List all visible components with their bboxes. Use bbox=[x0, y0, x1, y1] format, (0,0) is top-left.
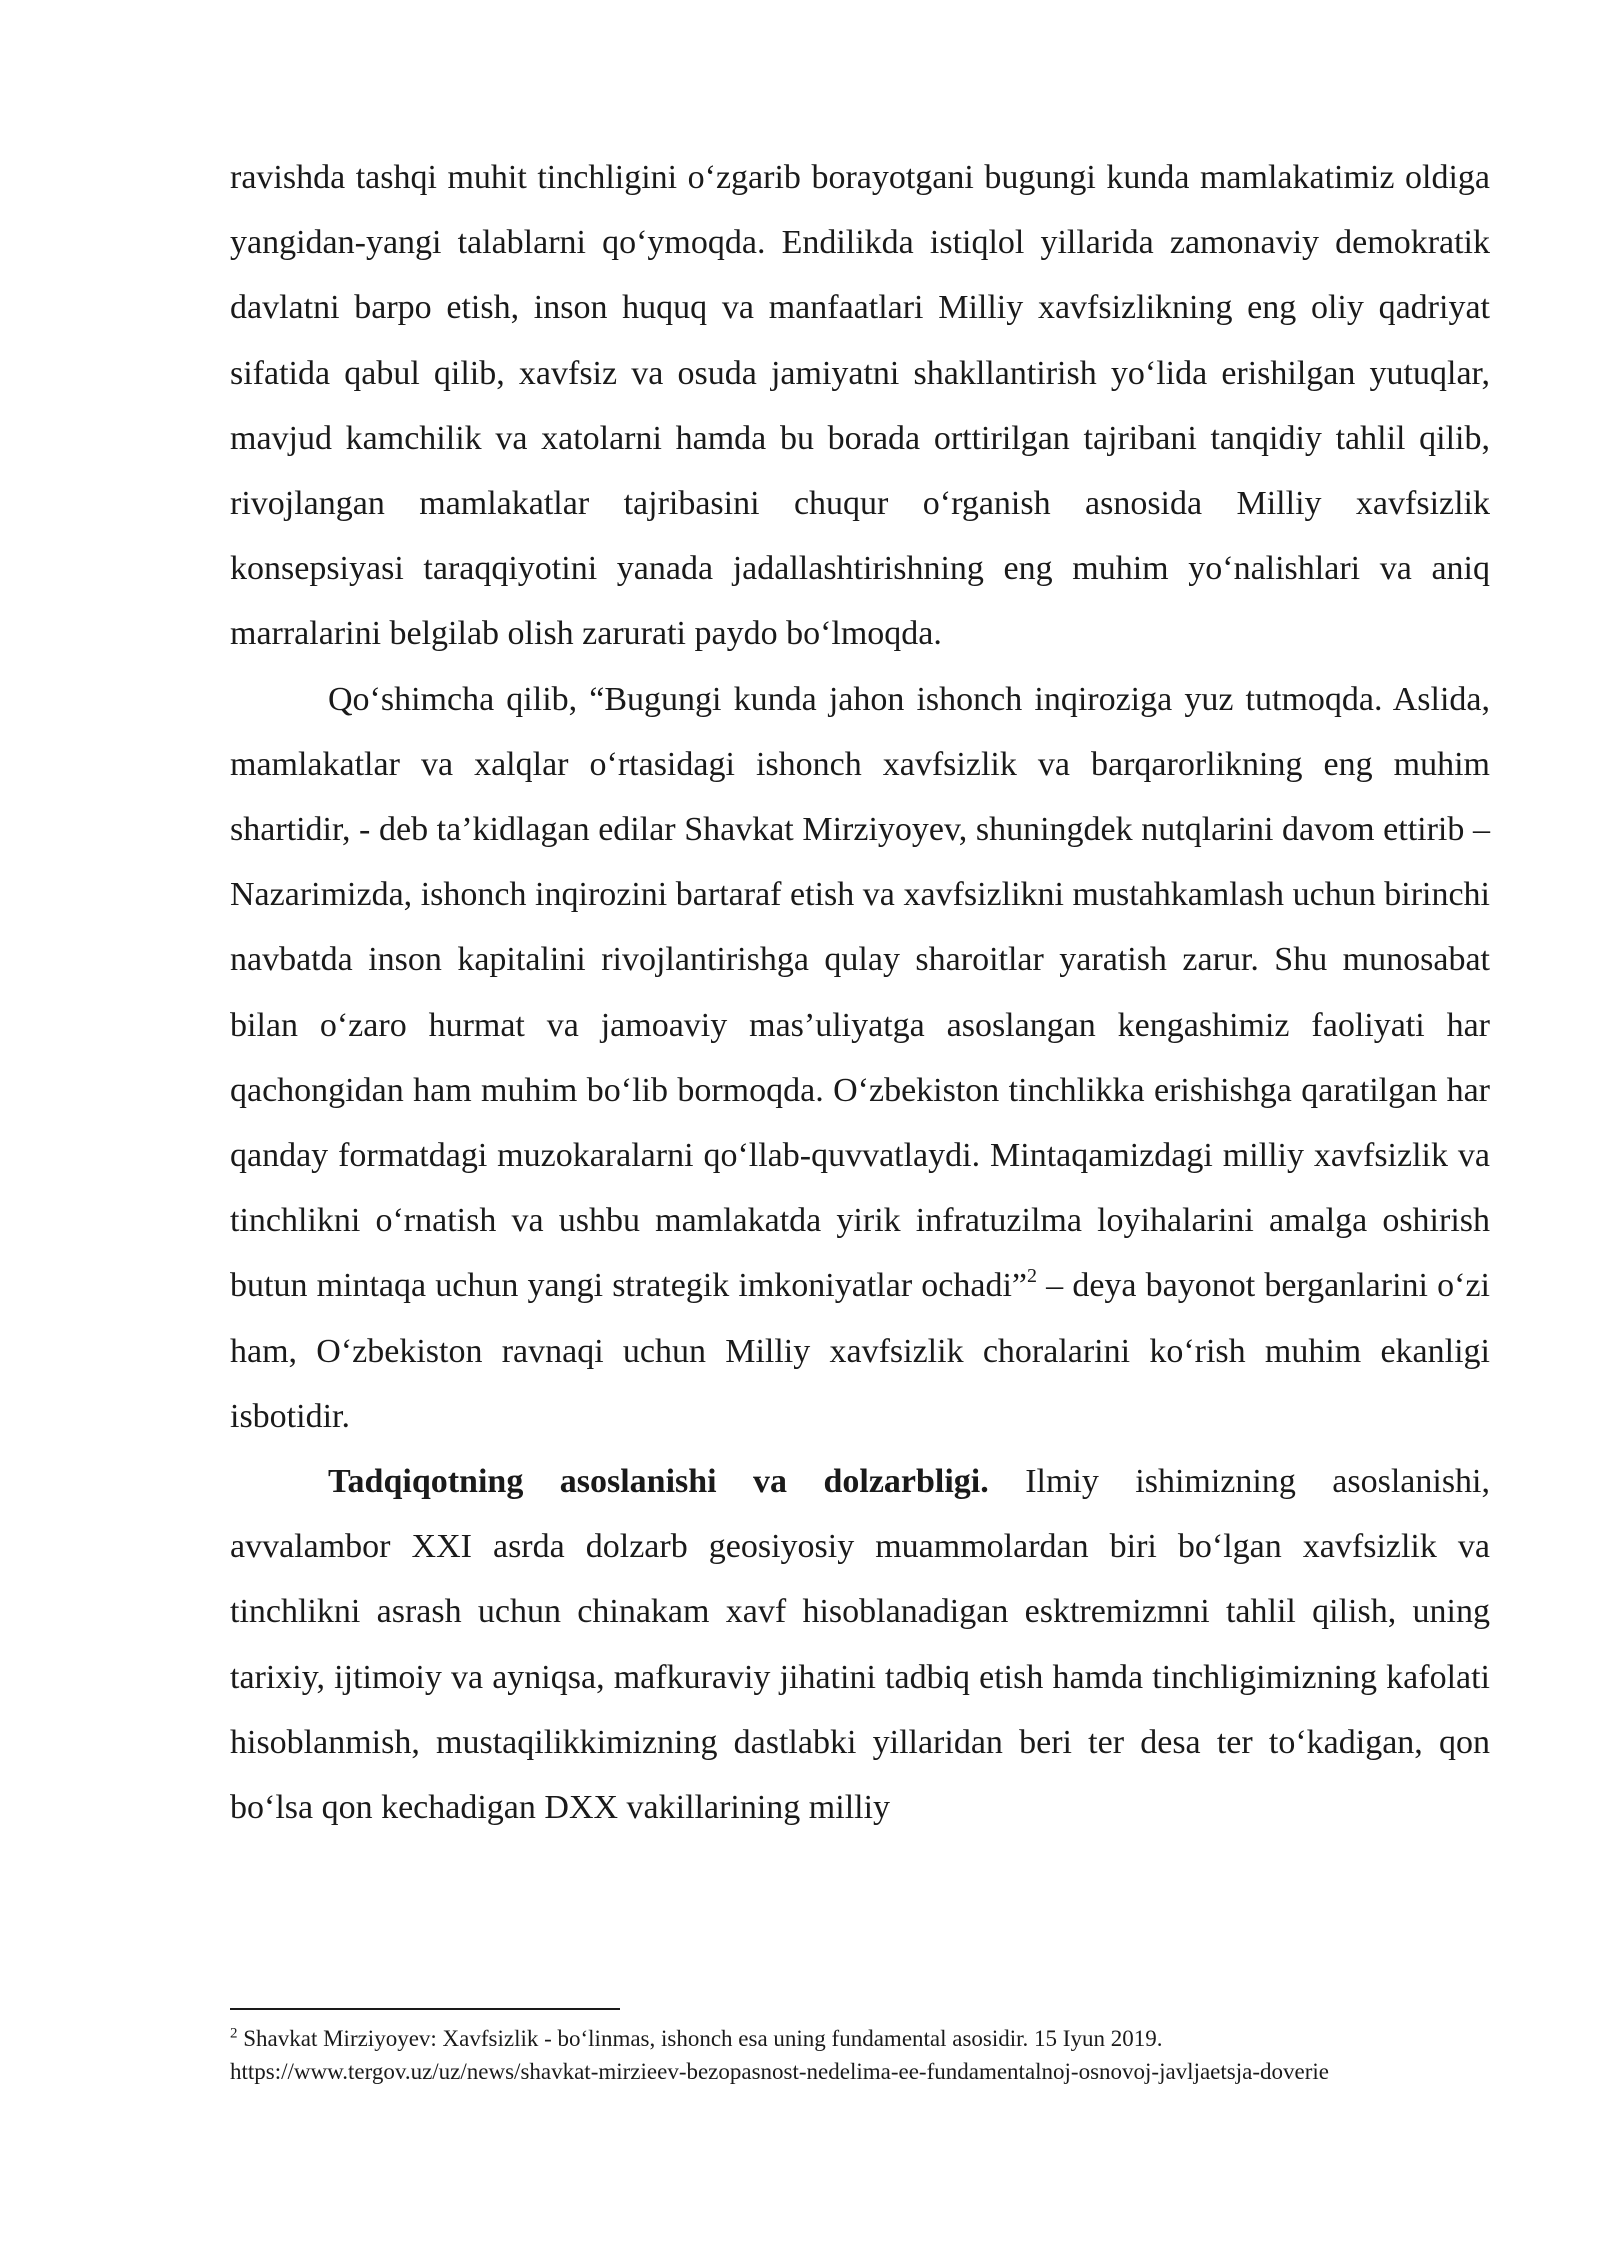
footnote-number: 2 bbox=[230, 2025, 238, 2042]
paragraph-3-text: Ilmiy ishimizning asoslanishi, avvalambor XXI asrda dolzarb geosiyosiy muammolardan biri bo‘lgan xavfsizlik va tinchlikni asrash uchun chinakam xavf hisoblanadigan esktremizmni tahlil qilish, uning tarixiy, ijtimoiy va ayniqsa, mafkuraviy jihatini tadbiq etish hamda tinchligimizning kafolati hisoblanmish, mustaqilikkimizning dastlabki yillaridan beri ter desa ter to‘kadigan, qon bo‘lsa qon kechadigan DXX vakillarining milliy bbox=[230, 1463, 1490, 1827]
paragraph-1: ravishda tashqi muhit tinchligini o‘zgarib borayotgani bugungi kunda mamlakatimiz oldiga yangidan-yangi talablarni qo‘ymoqda. Endilikda istiqlol yillarida zamonaviy demokratik davlatni barpo etish, inson huquq va manfaatlari Milliy xavfsizlikning eng oliy qadriyat sifatida qabul qilib, xavfsiz va osuda jamiyatni shakllantirish yo‘lida erishilgan yutuqlar, mavjud kamchilik va xatolarni hamda bu borada orttirilgan tajribani tanqidiy tahlil qilib, rivojlangan mamlakatlar tajribasini chuqur o‘rganish asnosida Milliy xavfsizlik konsepsiyasi taraqqiyotini yanada jadallashtirishning eng muhim yo‘nalishlari va aniq marralarini belgilab olish zarurati paydo bo‘lmoqda. bbox=[230, 159, 1490, 653]
paragraph-2-text: Qo‘shimcha qilib, “Bugungi kunda jahon ishonch inqiroziga yuz tutmoqda. Aslida, mamlakatlar va xalqlar o‘rtasidagi ishonch xavfsizlik va barqarorlikning eng muhim shartidir, - deb ta’kidlagan edilar Shavkat Mirziyoyev, shuningdek nutqlarini davom ettirib – Nazarimizda, ishonch inqirozini bartaraf etish va xavfsizlikni mustahkamlash uchun birinchi navbatda inson kapitalini rivojlantirishga qulay sharoitlar yaratish zarur. Shu munosabat bilan o‘zaro hurmat va jamoaviy mas’uliyatga asoslangan kengashimiz faoliyati har qachongidan ham muhim bo‘lib bormoqda. O‘zbekiston tinchlikka erishishga qaratilgan har qanday formatdagi muzokaralarni qo‘llab-quvvatlaydi. Mintaqamizdagi milliy xavfsizlik va tinchlikni o‘rnatish va ushbu mamlakatda yirik infratuzilma loyihalarini amalga oshirish butun mintaqa uchun yangi strategik imkoniyatlar ochadi” bbox=[230, 680, 1490, 1305]
footnote bbox=[230, 2022, 1490, 2088]
footnote-url[interactable]: https://www.tergov.uz/uz/news/shavkat-mirzieev-bezopasnost-nedelima-ee-fundamentalnoj-osnovoj-javljaetsja-doverie bbox=[230, 2059, 1329, 2084]
document-body bbox=[230, 145, 1490, 1840]
footnote-reference[interactable]: 2 bbox=[1027, 1265, 1038, 1288]
paragraph-2 bbox=[230, 667, 1490, 1449]
footnote-separator bbox=[230, 2008, 620, 2010]
paragraph-2-text-continued: – deya bayonot berganlarini o‘zi ham, O‘zbekiston ravnaqi uchun Milliy xavfsizlik choralarini ko‘rish muhim ekanligi isbotidir. bbox=[230, 1267, 1490, 1435]
footnote-text: Shavkat Mirziyoyev: Xavfsizlik - bo‘linmas, ishonch esa uning fundamental asosidir. 15 Iyun 2019. bbox=[237, 2026, 1163, 2051]
section-heading-inline: Tadqiqotning asoslanishi va dolzarbligi. bbox=[328, 1463, 989, 1501]
paragraph-3 bbox=[230, 1449, 1490, 1840]
